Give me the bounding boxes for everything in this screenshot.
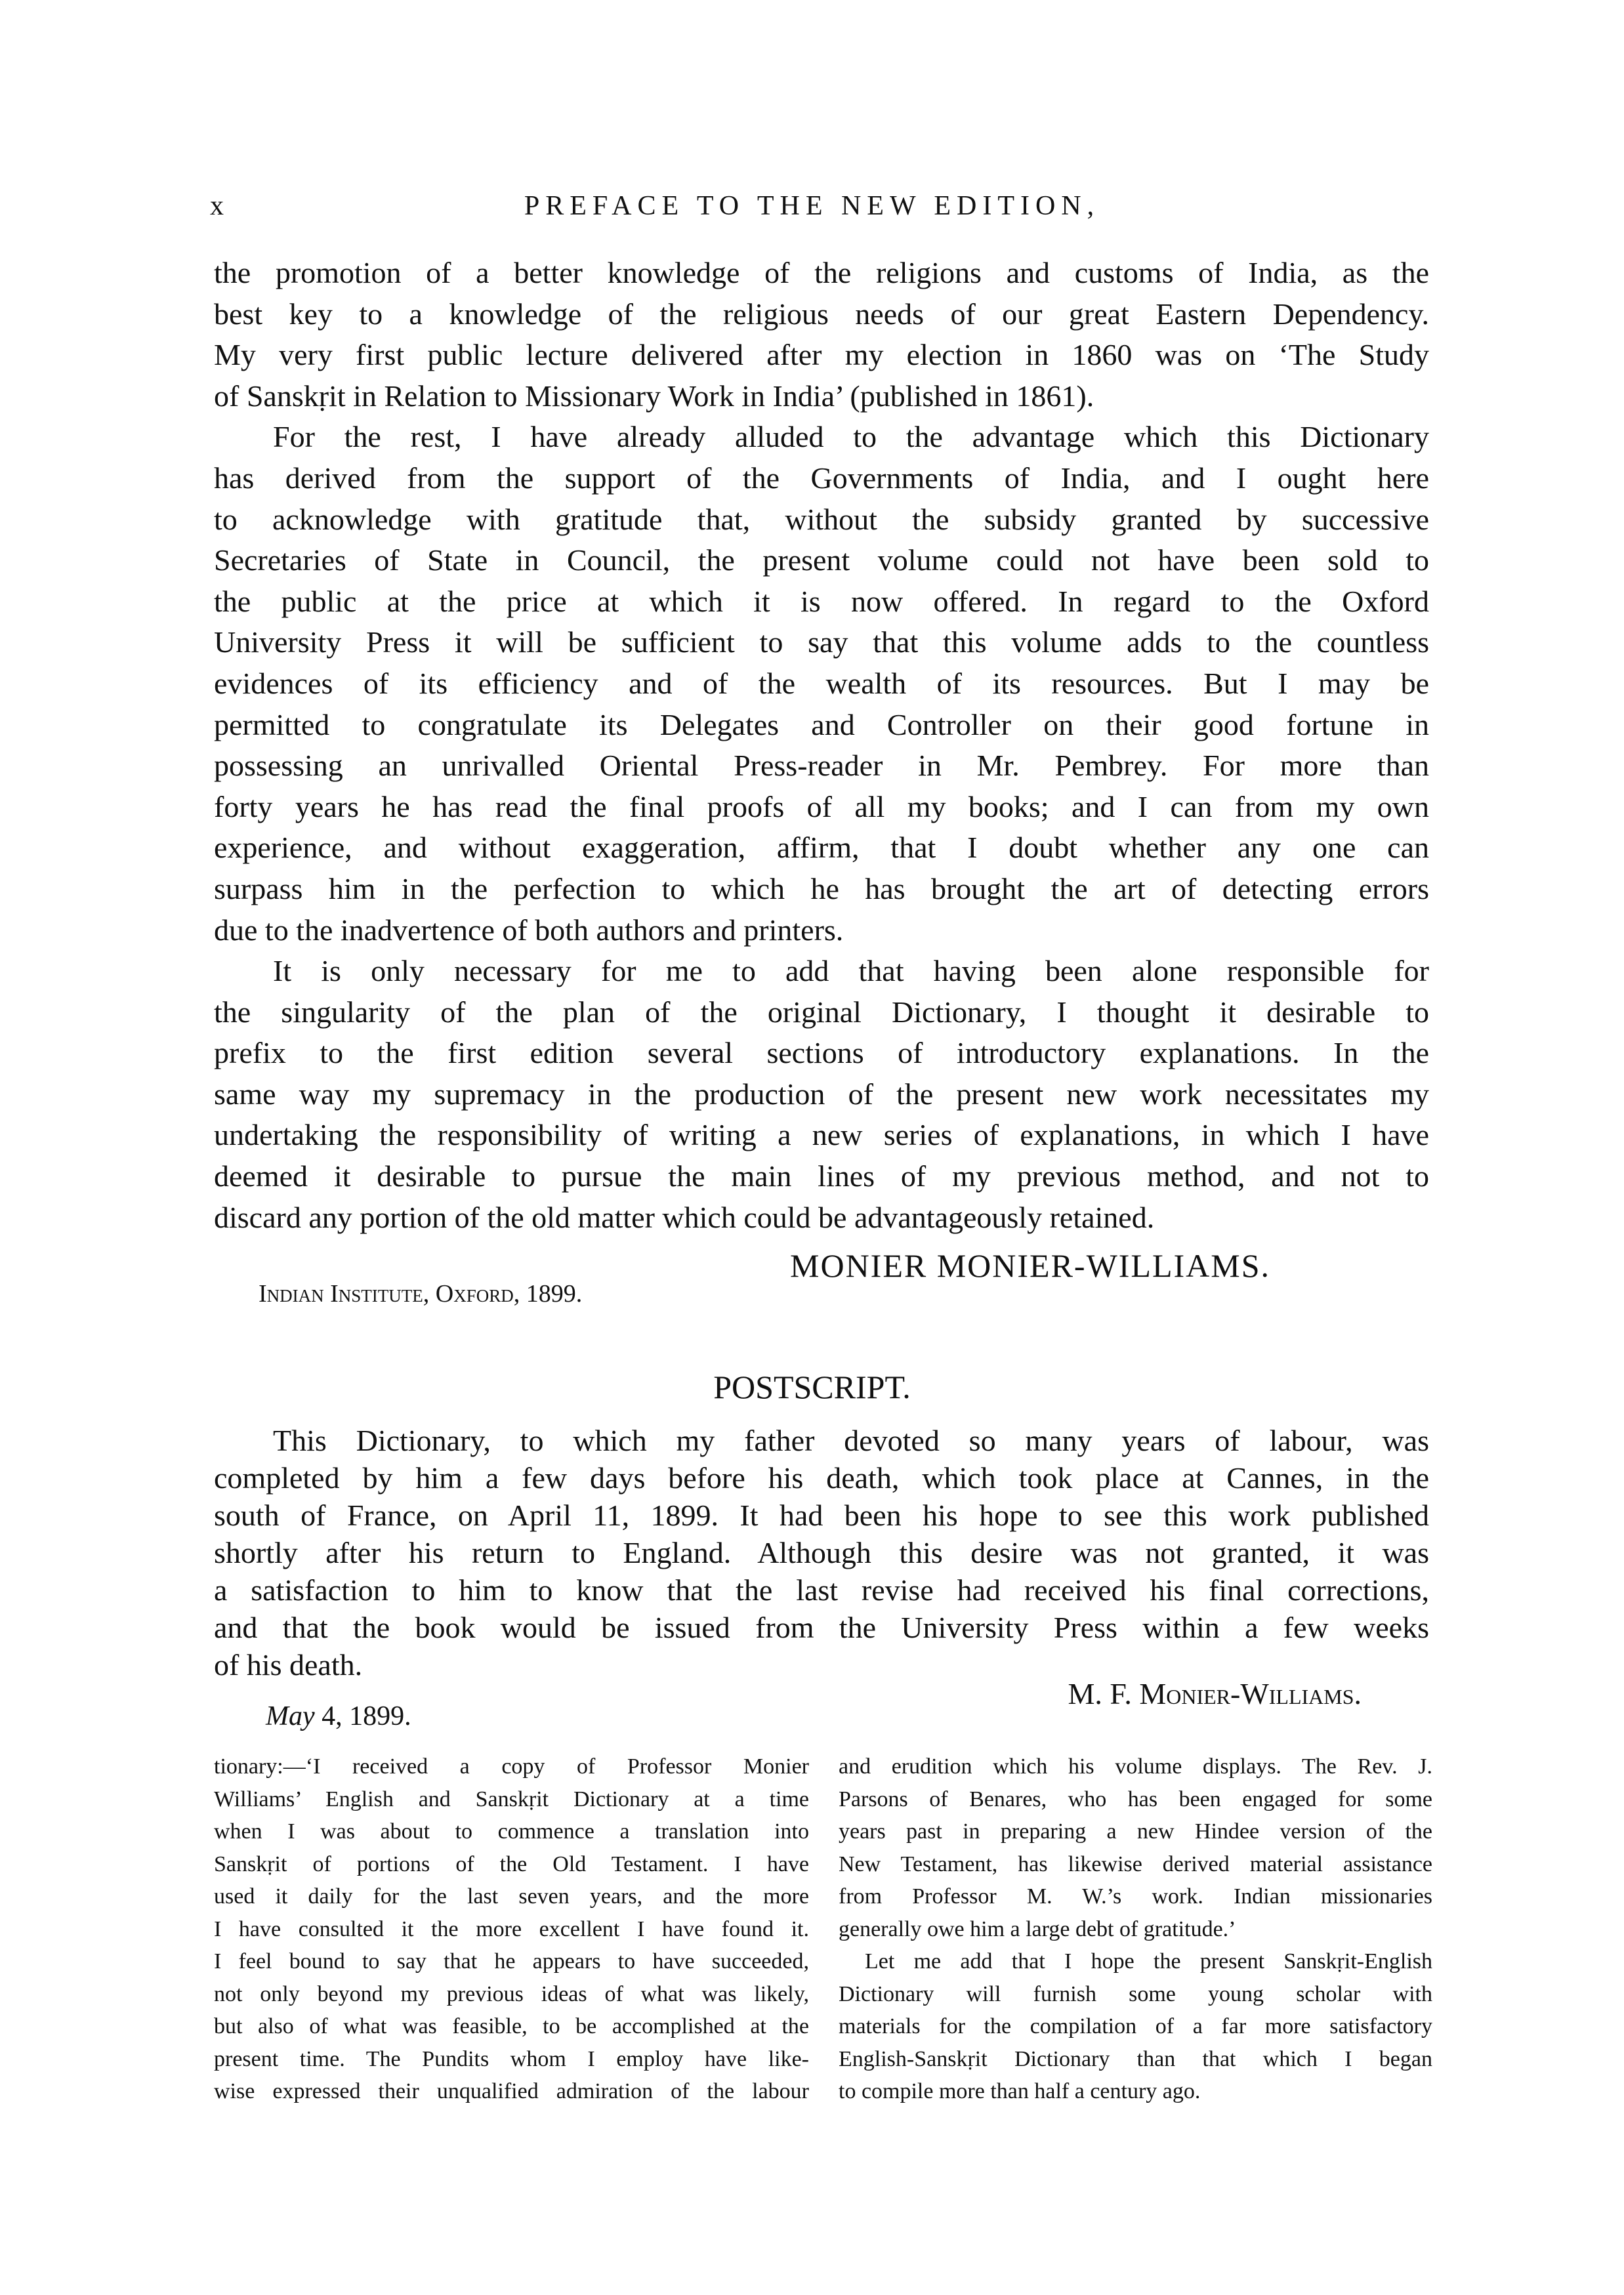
paragraph: [214, 1422, 1429, 1684]
text-line: shortly after his return to England. Although this desire was not granted, it was: [214, 1536, 1429, 1569]
text-line: but also of what was feasible, to be accomplished at the: [214, 2014, 809, 2038]
postscript-signer: M. F. Monier-Williams.: [1068, 1677, 1362, 1710]
text-line: surpass him in the perfection to which he has brought the art of detecting errors: [214, 871, 1429, 905]
text-line: Dictionary will furnish some young scholar with: [839, 1981, 1432, 2006]
text-line: the public at the price at which it is now offered. In regard to the Oxford: [214, 584, 1429, 618]
text-line: I feel bound to say that he appears to have succeeded,: [214, 1949, 809, 1974]
text-line: the singularity of the plan of the original Dictionary, I thought it desirable to: [214, 995, 1429, 1029]
text-line: wise expressed their unqualified admiration of the labour: [214, 2079, 809, 2103]
text-line: when I was about to commence a translation into: [214, 1819, 809, 1844]
text-line: used it daily for the last seven years, and the more: [214, 1884, 809, 1909]
text-line: tionary:—‘I received a copy of Professor Monier: [214, 1754, 809, 1779]
text-line: forty years he has read the final proofs of all my books; and I can from my own: [214, 789, 1429, 823]
paragraph: [214, 253, 1429, 417]
text-line: prefix to the first edition several sections of introductory explanations. In the: [214, 1036, 1429, 1070]
paragraph: [214, 417, 1429, 951]
postscript-title: POSTSCRIPT.: [713, 1369, 911, 1405]
text-line: south of France, on April 11, 1899. It had been his hope to see this work published: [214, 1499, 1429, 1532]
text-line: and that the book would be issued from the University Press within a few weeks: [214, 1611, 1429, 1644]
text-line: evidences of its efficiency and of the wealth of its resources. But I may be: [214, 666, 1429, 700]
text-line: generally owe him a large debt of gratitude.’: [839, 1916, 1236, 1941]
paragraph: [214, 951, 1429, 1238]
text-line: to compile more than half a century ago.: [839, 2079, 1201, 2103]
text-line: best key to a knowledge of the religious needs of our great Eastern Dependency.: [214, 297, 1429, 331]
text-line: completed by him a few days before his death, which took place at Cannes, in the: [214, 1461, 1429, 1495]
text-line: to acknowledge with gratitude that, without the subsidy granted by successive: [214, 502, 1429, 536]
text-line: has derived from the support of the Governments of India, and I ought here: [214, 461, 1429, 495]
text-line: present time. The Pundits whom I employ have like-: [214, 2046, 809, 2071]
text-line: of his death.: [214, 1648, 363, 1682]
text-line: a satisfaction to him to know that the last revise had received his final corrections,: [214, 1573, 1429, 1607]
postscript-date: [266, 1701, 411, 1732]
text-line: not only beyond my previous ideas of what was likely,: [214, 1981, 809, 2006]
preface-body: [214, 253, 1429, 1238]
text-line: due to the inadvertence of both authors and printers.: [214, 913, 844, 947]
postscript-date-rest: 4, 1899.: [314, 1701, 411, 1731]
text-line: Sanskṛit of portions of the Old Testament. I have: [214, 1851, 809, 1876]
text-line: permitted to congratulate its Delegates and Controller on their good fortune in: [214, 707, 1429, 741]
signature-author: MONIER MONIER-WILLIAMS.: [790, 1247, 1271, 1284]
text-line: University Press it will be sufficient to say that this volume adds to the countless: [214, 625, 1429, 659]
text-line: Secretaries of State in Council, the present volume could not have been sold to: [214, 543, 1429, 577]
footnote-left-column: [214, 1750, 809, 2108]
text-line: English-Sanskṛit Dictionary than that which I began: [839, 2046, 1432, 2071]
text-line: For the rest, I have already alluded to the advantage which this Dictionary: [273, 420, 1429, 454]
paragraph: [214, 1750, 809, 2108]
signature-place-date: Indian Institute, Oxford, 1899.: [259, 1280, 583, 1308]
text-line: New Testament, has likewise derived material assistance: [839, 1851, 1432, 1876]
text-line: from Professor M. W.’s work. Indian missionaries: [839, 1884, 1432, 1909]
postscript-date-month: May: [266, 1701, 315, 1731]
text-line: and erudition which his volume displays. The Rev. J.: [839, 1754, 1432, 1779]
text-line: Parsons of Benares, who has been engaged for some: [839, 1787, 1432, 1811]
text-line: of Sanskṛit in Relation to Missionary Work in India’ (published in 1861).: [214, 379, 1094, 413]
text-line: It is only necessary for me to add that having been alone responsible for: [273, 954, 1429, 988]
footnote-right-column: [839, 1750, 1432, 2108]
paragraph: [839, 1945, 1432, 2108]
text-line: undertaking the responsibility of writing a new series of explanations, in which I have: [214, 1118, 1429, 1152]
text-line: experience, and without exaggeration, affirm, that I doubt whether any one can: [214, 831, 1429, 865]
text-line: the promotion of a better knowledge of the religions and customs of India, as the: [214, 256, 1429, 289]
text-line: deemed it desirable to pursue the main lines of my previous method, and not to: [214, 1159, 1429, 1193]
page-number: x: [210, 191, 224, 221]
text-line: same way my supremacy in the production of the present new work necessitates my: [214, 1077, 1429, 1111]
text-line: discard any portion of the old matter which could be advantageously retained.: [214, 1200, 1155, 1234]
running-title: PREFACE TO THE NEW EDITION,: [524, 191, 1100, 221]
text-line: Williams’ English and Sanskṛit Dictionary at a time: [214, 1787, 809, 1811]
text-line: materials for the compilation of a far more satisfactory: [839, 2014, 1432, 2038]
postscript-body: [214, 1422, 1429, 1684]
paragraph: [839, 1750, 1432, 1945]
text-line: My very first public lecture delivered after my election in 1860 was on ‘The Study: [214, 338, 1429, 372]
text-line: possessing an unrivalled Oriental Press-reader in Mr. Pembrey. For more than: [214, 749, 1429, 783]
text-line: This Dictionary, to which my father devoted so many years of labour, was: [273, 1424, 1429, 1457]
text-line: Let me add that I hope the present Sanskṛit-English: [865, 1949, 1432, 1974]
text-line: years past in preparing a new Hindee version of the: [839, 1819, 1432, 1844]
text-line: I have consulted it the more excellent I have found it.: [214, 1916, 809, 1941]
